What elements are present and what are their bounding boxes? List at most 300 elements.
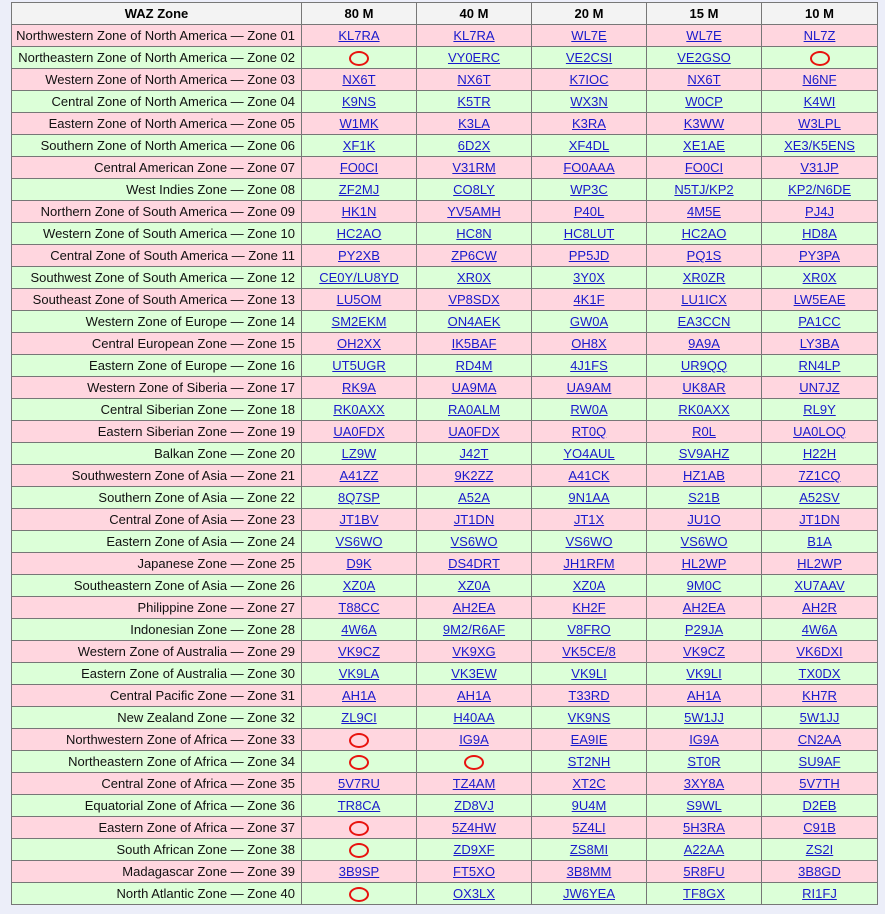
callsign-link[interactable]: V31JP <box>800 160 839 175</box>
callsign-cell <box>532 377 647 399</box>
callsign-link[interactable]: WL7E <box>686 28 722 43</box>
callsign-cell <box>302 575 417 597</box>
callsign-link[interactable]: VS6WO <box>335 534 383 549</box>
callsign-link[interactable]: TZ4AM <box>452 776 496 791</box>
callsign-link[interactable]: UK8AR <box>682 380 726 395</box>
callsign-cell <box>762 839 878 861</box>
callsign-link[interactable]: H22H <box>802 446 837 461</box>
zone-name-cell: Indonesian Zone — Zone 28 <box>12 619 302 641</box>
callsign-link[interactable]: UA9MA <box>451 380 497 395</box>
callsign-link[interactable]: WP3C <box>570 182 608 197</box>
callsign-cell <box>647 509 762 531</box>
callsign-cell <box>647 883 762 905</box>
callsign-cell <box>302 25 417 47</box>
callsign-link[interactable]: 6D2X <box>457 138 491 153</box>
callsign-cell <box>532 355 647 377</box>
callsign-cell <box>647 399 762 421</box>
callsign-link[interactable]: LZ9W <box>341 446 377 461</box>
header-band-20m: 20 M <box>532 3 647 25</box>
callsign-cell <box>647 861 762 883</box>
callsign-cell <box>417 135 532 157</box>
table-row <box>12 355 878 377</box>
table-row <box>12 399 878 421</box>
callsign-link[interactable]: LU5OM <box>336 292 382 307</box>
callsign-link[interactable]: 5W1JJ <box>684 710 724 725</box>
callsign-link[interactable]: ST2NH <box>567 754 611 769</box>
callsign-cell <box>532 289 647 311</box>
callsign-link[interactable]: VK9LA <box>338 666 380 681</box>
table-row <box>12 91 878 113</box>
callsign-link[interactable]: AH2EA <box>452 600 496 615</box>
callsign-cell <box>302 817 417 839</box>
callsign-cell <box>302 597 417 619</box>
callsign-cell <box>762 751 878 773</box>
callsign-link[interactable]: 5V7RU <box>338 776 380 791</box>
callsign-link[interactable]: WL7E <box>571 28 607 43</box>
callsign-cell <box>302 135 417 157</box>
callsign-cell <box>762 333 878 355</box>
callsign-link[interactable]: JH1RFM <box>563 556 615 571</box>
callsign-link[interactable]: VK3EW <box>451 666 497 681</box>
callsign-link[interactable]: TF8GX <box>683 886 725 901</box>
callsign-link[interactable]: N6NF <box>802 72 837 87</box>
callsign-link[interactable]: HL2WP <box>681 556 727 571</box>
callsign-cell <box>417 707 532 729</box>
callsign-link[interactable]: VS6WO <box>450 534 498 549</box>
callsign-link[interactable]: 4J1FS <box>570 358 608 373</box>
table-row <box>12 157 878 179</box>
callsign-link[interactable]: VS6WO <box>680 534 728 549</box>
callsign-link[interactable]: A52SV <box>799 490 840 505</box>
callsign-link[interactable]: CE0Y/LU8YD <box>319 270 399 285</box>
callsign-cell <box>417 47 532 69</box>
zone-name-cell: North Atlantic Zone — Zone 40 <box>12 883 302 905</box>
callsign-cell <box>762 377 878 399</box>
callsign-cell <box>762 685 878 707</box>
callsign-cell <box>417 355 532 377</box>
callsign-link[interactable]: VK9LI <box>571 666 607 681</box>
callsign-link[interactable]: 9M0C <box>686 578 722 593</box>
callsign-link[interactable]: VP8SDX <box>448 292 500 307</box>
table-row <box>12 47 878 69</box>
callsign-link[interactable]: B1A <box>807 534 832 549</box>
callsign-link[interactable]: XF1K <box>342 138 376 153</box>
callsign-link[interactable]: RW0A <box>570 402 608 417</box>
callsign-cell <box>302 883 417 905</box>
callsign-cell <box>647 333 762 355</box>
callsign-cell <box>647 575 762 597</box>
callsign-link[interactable]: VY0ERC <box>447 50 501 65</box>
callsign-link[interactable]: LU1ICX <box>681 292 727 307</box>
callsign-link[interactable]: XE1AE <box>683 138 725 153</box>
callsign-link[interactable]: OH2XX <box>336 336 382 351</box>
callsign-cell <box>302 465 417 487</box>
callsign-link[interactable]: RT0Q <box>571 424 607 439</box>
callsign-cell <box>647 839 762 861</box>
callsign-link[interactable]: D2EB <box>802 798 837 813</box>
callsign-cell <box>302 531 417 553</box>
callsign-link[interactable]: YV5AMH <box>447 204 501 219</box>
zone-name-cell: Western Zone of Siberia — Zone 17 <box>12 377 302 399</box>
callsign-link[interactable]: VK9LI <box>686 666 722 681</box>
callsign-link[interactable]: A41ZZ <box>339 468 379 483</box>
callsign-link[interactable]: W0CP <box>685 94 723 109</box>
callsign-link[interactable]: DS4DRT <box>448 556 500 571</box>
callsign-cell <box>762 619 878 641</box>
missing-circle-icon <box>349 843 369 858</box>
callsign-cell <box>762 883 878 905</box>
callsign-link[interactable]: R0L <box>692 424 716 439</box>
callsign-link[interactable]: 4W6A <box>801 622 838 637</box>
callsign-link[interactable]: AH1A <box>457 688 491 703</box>
callsign-link[interactable]: NL7Z <box>803 28 836 43</box>
callsign-link[interactable]: HL2WP <box>797 556 842 571</box>
callsign-cell <box>417 861 532 883</box>
table-row <box>12 25 878 47</box>
callsign-link[interactable]: K7IOC <box>569 72 609 87</box>
callsign-link[interactable]: K3RA <box>572 116 606 131</box>
missing-circle-icon <box>349 887 369 902</box>
callsign-link[interactable]: EA9IE <box>570 732 608 747</box>
callsign-link[interactable]: XU7AAV <box>794 578 845 593</box>
table-row <box>12 69 878 91</box>
callsign-cell <box>302 685 417 707</box>
callsign-link[interactable]: K3WW <box>683 116 725 131</box>
callsign-link[interactable]: EA3CCN <box>677 314 731 329</box>
callsign-link[interactable]: OX3LX <box>453 886 495 901</box>
callsign-link[interactable]: UT5UGR <box>332 358 386 373</box>
callsign-link[interactable]: C91B <box>803 820 836 835</box>
callsign-link[interactable]: XR0ZR <box>682 270 726 285</box>
callsign-link[interactable]: N5TJ/KP2 <box>674 182 734 197</box>
callsign-link[interactable]: WX3N <box>570 94 608 109</box>
callsign-link[interactable]: 9K2ZZ <box>454 468 494 483</box>
callsign-cell <box>762 289 878 311</box>
callsign-cell <box>647 465 762 487</box>
callsign-link[interactable]: IG9A <box>459 732 489 747</box>
callsign-link[interactable]: HD8A <box>802 226 837 241</box>
callsign-cell <box>647 47 762 69</box>
callsign-cell <box>762 245 878 267</box>
callsign-link[interactable]: 4W6A <box>341 622 377 637</box>
callsign-link[interactable]: TX0DX <box>798 666 841 681</box>
callsign-link[interactable]: HC8N <box>456 226 492 241</box>
callsign-link[interactable]: VK6DXI <box>796 644 843 659</box>
callsign-link[interactable]: 5R8FU <box>683 864 725 879</box>
callsign-link[interactable]: SM2EKM <box>331 314 387 329</box>
callsign-link[interactable]: PJ4J <box>805 204 834 219</box>
callsign-link[interactable]: GW0A <box>569 314 609 329</box>
table-row <box>12 267 878 289</box>
callsign-link[interactable]: XZ0A <box>457 578 491 593</box>
zone-name-cell: Eastern Zone of Australia — Zone 30 <box>12 663 302 685</box>
callsign-cell <box>762 443 878 465</box>
callsign-link[interactable]: ZS2I <box>805 842 834 857</box>
callsign-cell <box>647 619 762 641</box>
callsign-link[interactable]: HC8LUT <box>563 226 615 241</box>
callsign-link[interactable]: UA0FDX <box>448 424 500 439</box>
callsign-cell <box>302 267 417 289</box>
callsign-link[interactable]: H40AA <box>453 710 495 725</box>
callsign-link[interactable]: XE3/K5ENS <box>784 138 855 153</box>
table-row <box>12 553 878 575</box>
callsign-cell <box>417 113 532 135</box>
callsign-link[interactable]: PQ1S <box>686 248 722 263</box>
callsign-link[interactable]: IG9A <box>689 732 719 747</box>
callsign-link[interactable]: A52A <box>458 490 490 505</box>
callsign-link[interactable]: K5TR <box>457 94 491 109</box>
callsign-cell <box>417 597 532 619</box>
table-row <box>12 509 878 531</box>
zone-name-cell: Eastern Zone of Asia — Zone 24 <box>12 531 302 553</box>
callsign-link[interactable]: 3Y0X <box>573 270 605 285</box>
callsign-link[interactable]: A41CK <box>568 468 610 483</box>
callsign-link[interactable]: 4M5E <box>687 204 721 219</box>
callsign-link[interactable]: HZ1AB <box>683 468 725 483</box>
callsign-link[interactable]: 9U4M <box>571 798 607 813</box>
zone-name-cell: West Indies Zone — Zone 08 <box>12 179 302 201</box>
callsign-link[interactable]: OH8X <box>571 336 607 351</box>
callsign-link[interactable]: VK5CE/8 <box>562 644 616 659</box>
callsign-link[interactable]: ZL9CI <box>341 710 377 725</box>
callsign-link[interactable]: JT1X <box>573 512 605 527</box>
callsign-cell <box>647 707 762 729</box>
callsign-link[interactable]: 3XY8A <box>683 776 725 791</box>
callsign-cell <box>302 245 417 267</box>
callsign-link[interactable]: VK9CZ <box>338 644 380 659</box>
callsign-link[interactable]: FO0CI <box>684 160 724 175</box>
table-row <box>12 619 878 641</box>
callsign-link[interactable]: HC2AO <box>681 226 727 241</box>
callsign-link[interactable]: KP2/N6DE <box>788 182 851 197</box>
zone-name-cell: Southern Zone of Asia — Zone 22 <box>12 487 302 509</box>
callsign-cell <box>762 465 878 487</box>
callsign-link[interactable]: XR0X <box>457 270 491 285</box>
callsign-link[interactable]: RA0ALM <box>447 402 501 417</box>
callsign-link[interactable]: K3LA <box>458 116 490 131</box>
callsign-link[interactable]: XT2C <box>572 776 606 791</box>
callsign-link[interactable]: K9NS <box>342 94 376 109</box>
callsign-cell <box>417 619 532 641</box>
callsign-link[interactable]: HK1N <box>341 204 377 219</box>
callsign-link[interactable]: 4K1F <box>573 292 605 307</box>
callsign-link[interactable]: NX6T <box>457 72 491 87</box>
callsign-link[interactable]: FO0AAA <box>563 160 615 175</box>
callsign-link[interactable]: P29JA <box>684 622 724 637</box>
callsign-link[interactable]: UA0FDX <box>333 424 385 439</box>
callsign-cell <box>532 421 647 443</box>
callsign-link[interactable]: 3B9SP <box>338 864 380 879</box>
zone-name-cell: Northwestern Zone of Africa — Zone 33 <box>12 729 302 751</box>
callsign-link[interactable]: JT1DN <box>799 512 840 527</box>
callsign-cell <box>532 509 647 531</box>
callsign-link[interactable]: 8Q7SP <box>338 490 380 505</box>
callsign-link[interactable]: RI1FJ <box>802 886 837 901</box>
callsign-link[interactable]: XR0X <box>802 270 837 285</box>
callsign-link[interactable]: AH2EA <box>682 600 726 615</box>
callsign-link[interactable]: 3B8MM <box>566 864 612 879</box>
callsign-link[interactable]: ON4AEK <box>447 314 501 329</box>
zone-name-cell: New Zealand Zone — Zone 32 <box>12 707 302 729</box>
callsign-cell <box>532 641 647 663</box>
callsign-link[interactable]: VK9CZ <box>683 644 725 659</box>
callsign-link[interactable]: JW6YEA <box>562 886 615 901</box>
callsign-link[interactable]: 9A9A <box>688 336 720 351</box>
callsign-link[interactable]: 3B8GD <box>798 864 841 879</box>
table-row <box>12 421 878 443</box>
callsign-link[interactable]: S21B <box>688 490 720 505</box>
zone-name-cell: Japanese Zone — Zone 25 <box>12 553 302 575</box>
callsign-link[interactable]: FT5XO <box>453 864 495 879</box>
callsign-link[interactable]: KL7RA <box>338 28 380 43</box>
callsign-link[interactable]: ZP6CW <box>451 248 497 263</box>
callsign-link[interactable]: CO8LY <box>453 182 495 197</box>
table-row <box>12 311 878 333</box>
callsign-link[interactable]: RN4LP <box>798 358 841 373</box>
callsign-link[interactable]: TR8CA <box>337 798 381 813</box>
callsign-link[interactable]: 9N1AA <box>568 490 610 505</box>
zone-name-cell: Western Zone of Europe — Zone 14 <box>12 311 302 333</box>
callsign-link[interactable]: UA9AM <box>566 380 612 395</box>
table-row <box>12 795 878 817</box>
callsign-link[interactable]: AH2R <box>802 600 837 615</box>
table-row <box>12 377 878 399</box>
callsign-link[interactable]: J42T <box>459 446 489 461</box>
callsign-link[interactable]: KL7RA <box>453 28 495 43</box>
callsign-cell <box>302 311 417 333</box>
callsign-link[interactable]: CN2AA <box>797 732 842 747</box>
callsign-cell <box>762 179 878 201</box>
callsign-cell <box>302 201 417 223</box>
callsign-link[interactable]: KH7R <box>802 688 837 703</box>
callsign-link[interactable]: JU1O <box>687 512 721 527</box>
callsign-link[interactable]: UA0LOQ <box>793 424 846 439</box>
callsign-link[interactable]: VK9XG <box>452 644 496 659</box>
callsign-link[interactable]: HC2AO <box>336 226 382 241</box>
callsign-cell <box>532 201 647 223</box>
callsign-link[interactable]: ST0R <box>687 754 721 769</box>
callsign-link[interactable]: 7Z1CQ <box>798 468 841 483</box>
callsign-cell <box>532 861 647 883</box>
callsign-link[interactable]: 5Z4LI <box>572 820 606 835</box>
callsign-link[interactable]: LW5EAE <box>793 292 846 307</box>
callsign-cell <box>762 597 878 619</box>
callsign-cell <box>647 597 762 619</box>
callsign-cell <box>417 399 532 421</box>
zone-name-cell: Western Zone of South America — Zone 10 <box>12 223 302 245</box>
callsign-link[interactable]: W3LPL <box>798 116 841 131</box>
callsign-cell <box>762 113 878 135</box>
callsign-link[interactable]: V31RM <box>452 160 496 175</box>
callsign-link[interactable]: FO0CI <box>339 160 379 175</box>
callsign-link[interactable]: RK0AXX <box>678 402 730 417</box>
callsign-link[interactable]: 9M2/R6AF <box>442 622 506 637</box>
callsign-link[interactable]: 5W1JJ <box>799 710 840 725</box>
callsign-cell <box>532 619 647 641</box>
callsign-link[interactable]: LY3BA <box>799 336 840 351</box>
zone-name-cell: Central Zone of North America — Zone 04 <box>12 91 302 113</box>
callsign-link[interactable]: 5V7TH <box>799 776 840 791</box>
missing-circle-icon <box>349 733 369 748</box>
callsign-link[interactable]: VE2CSI <box>565 50 613 65</box>
zone-name-cell: Central European Zone — Zone 15 <box>12 333 302 355</box>
callsign-link[interactable]: V8FRO <box>567 622 611 637</box>
callsign-link[interactable]: IK5BAF <box>451 336 497 351</box>
callsign-link[interactable]: 5Z4HW <box>451 820 497 835</box>
callsign-link[interactable]: XF4DL <box>568 138 610 153</box>
callsign-link[interactable]: PY2XB <box>338 248 380 263</box>
callsign-link[interactable]: ZD8VJ <box>454 798 494 813</box>
callsign-link[interactable]: W1MK <box>339 116 379 131</box>
callsign-link[interactable]: T33RD <box>568 688 610 703</box>
callsign-link[interactable]: UR9QQ <box>680 358 728 373</box>
callsign-link[interactable]: YO4AUL <box>563 446 615 461</box>
callsign-cell <box>532 223 647 245</box>
callsign-link[interactable]: ZS8MI <box>569 842 609 857</box>
callsign-cell <box>762 201 878 223</box>
callsign-link[interactable]: PY3PA <box>799 248 840 263</box>
callsign-cell <box>417 773 532 795</box>
callsign-link[interactable]: K4WI <box>803 94 836 109</box>
callsign-link[interactable]: KH2F <box>572 600 606 615</box>
callsign-cell <box>302 47 417 69</box>
callsign-link[interactable]: D9K <box>346 556 372 571</box>
callsign-link[interactable]: ZF2MJ <box>338 182 380 197</box>
callsign-link[interactable]: P40L <box>573 204 605 219</box>
callsign-link[interactable]: JT1DN <box>453 512 495 527</box>
callsign-link[interactable]: RK0AXX <box>333 402 385 417</box>
callsign-link[interactable]: JT1BV <box>339 512 379 527</box>
callsign-cell <box>417 157 532 179</box>
callsign-link[interactable]: AH1A <box>687 688 721 703</box>
zone-name-cell: Central Zone of Asia — Zone 23 <box>12 509 302 531</box>
callsign-link[interactable]: UN7JZ <box>799 380 840 395</box>
callsign-cell <box>302 355 417 377</box>
callsign-link[interactable]: PA1CC <box>798 314 841 329</box>
callsign-link[interactable]: NX6T <box>342 72 376 87</box>
callsign-link[interactable]: PP5JD <box>568 248 610 263</box>
callsign-link[interactable]: RD4M <box>455 358 493 373</box>
callsign-link[interactable]: VE2GSO <box>677 50 731 65</box>
callsign-link[interactable]: NX6T <box>687 72 721 87</box>
callsign-link[interactable]: AH1A <box>342 688 376 703</box>
callsign-cell <box>417 729 532 751</box>
callsign-link[interactable]: VS6WO <box>565 534 613 549</box>
header-waz-zone: WAZ Zone <box>12 3 302 25</box>
callsign-link[interactable]: T88CC <box>338 600 380 615</box>
callsign-link[interactable]: VK9NS <box>567 710 611 725</box>
callsign-cell <box>302 795 417 817</box>
callsign-cell <box>532 311 647 333</box>
callsign-link[interactable]: RK9A <box>342 380 376 395</box>
header-band-40m: 40 M <box>417 3 532 25</box>
callsign-link[interactable]: RL9Y <box>803 402 836 417</box>
callsign-link[interactable]: SV9AHZ <box>678 446 730 461</box>
table-row <box>12 861 878 883</box>
callsign-cell <box>647 179 762 201</box>
missing-circle-icon <box>349 821 369 836</box>
callsign-link[interactable]: SU9AF <box>798 754 841 769</box>
callsign-link[interactable]: S9WL <box>686 798 722 813</box>
callsign-link[interactable]: A22AA <box>683 842 725 857</box>
callsign-link[interactable]: ZD9XF <box>453 842 495 857</box>
callsign-cell <box>647 531 762 553</box>
callsign-link[interactable]: XZ0A <box>342 578 376 593</box>
callsign-link[interactable]: XZ0A <box>572 578 606 593</box>
callsign-link[interactable]: 5H3RA <box>683 820 725 835</box>
table-row <box>12 113 878 135</box>
callsign-cell <box>647 663 762 685</box>
